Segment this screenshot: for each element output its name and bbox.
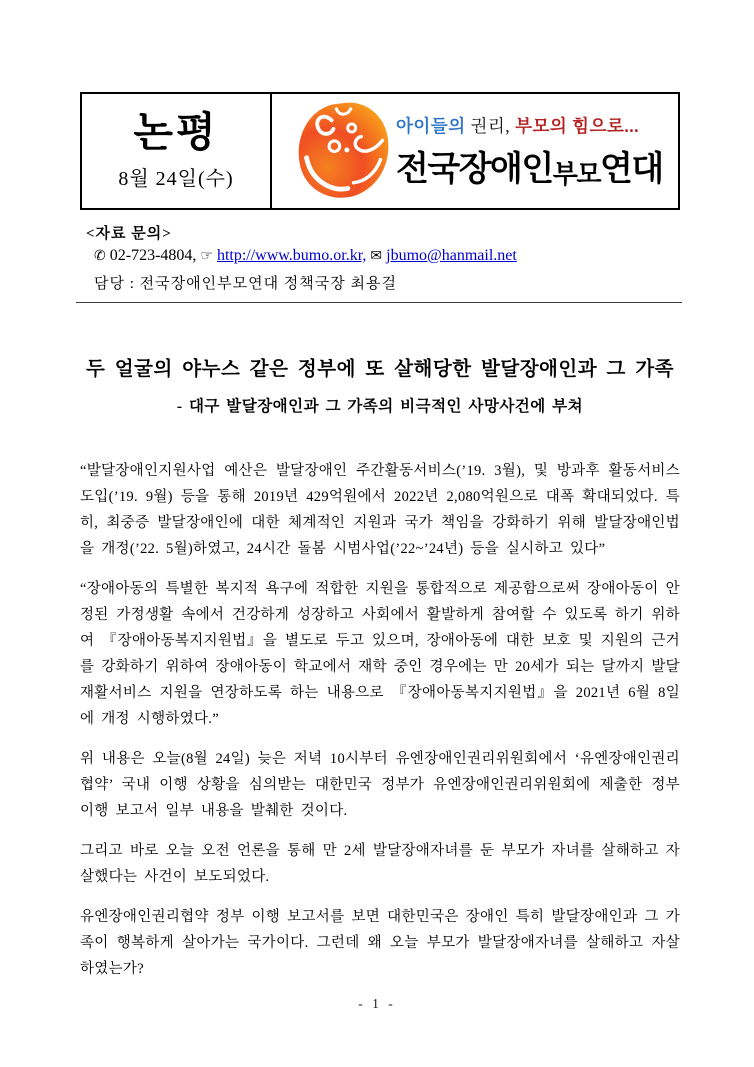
- org-logo-cell: [272, 94, 678, 208]
- article-title: 두 얼굴의 야누스 같은 정부에 또 살해당한 발달장애인과 그 가족: [86, 359, 674, 380]
- manager-line: 담당 : 전국장애인부모연대 정책국장 최용걸: [94, 276, 397, 292]
- contact-line: [80, 247, 680, 265]
- doc-type-cell: [82, 94, 272, 208]
- org-text: [396, 113, 663, 190]
- body-paragraph: “발달장애인지원사업 예산은 발달장애인 주간활동서비스(’19. 3월), 및 방과후 활동서비스 도입(’19. 9월) 등을 통해 2019년 429억원에서 2022년 2,080억원으로 대폭 확대되었다. 특히, 최중증 발달장애인에 대한 체계적인 지원과 국가 책임을 강화하기 위해 발달장애인법을 개정(’22. 5월)하였고, 24시간 돌봄 시범사업(’22~’24년) 등을 실시하고 있다”: [80, 463, 680, 557]
- email-link[interactable]: jbumo@hanmail.net: [386, 247, 517, 264]
- org-name: [396, 141, 663, 190]
- phone-icon: ✆: [94, 248, 106, 264]
- body-paragraph: “장애아동의 특별한 복지적 욕구에 적합한 지원을 통합적으로 제공함으로써 장애아동이 안정된 가정생활 속에서 건강하게 성장하고 사회에서 활발하게 참여할 수 있도록 하기 위하여 『장애아동복지지원법』을 별도로 두고 있으며, 장애아동에 대한 보호 및 지원의 근거를 강화하기 위하여 장애아동이 학교에서 재학 중인 경우에는 만 20세가 되는 달까지 발달재활서비스 지원을 연장하도록 하는 내용으로 『장애아동복지지원법』을 2021년 6월 8일에 개정 시행하였다.”: [80, 581, 680, 727]
- article-subtitle: - 대구 발달장애인과 그 가족의 비극적인 사망사건에 부쳐: [176, 398, 584, 415]
- website-link[interactable]: http://www.bumo.or.kr,: [216, 247, 367, 264]
- contact-heading: <자료 문의>: [86, 226, 172, 242]
- org-name-tail: 연대: [599, 149, 663, 188]
- contact-block: [80, 222, 680, 293]
- org-logo-icon: [296, 100, 392, 202]
- email-icon: ✉: [370, 248, 383, 264]
- org-name-main: 전국장애인: [396, 149, 553, 188]
- slogan-mid: 권리,: [465, 115, 516, 136]
- article-body: [80, 458, 680, 982]
- page-number: - 1 -: [358, 996, 396, 1011]
- divider-rule: [76, 302, 682, 303]
- header-box: [80, 92, 680, 210]
- slogan-children: 아이들의: [396, 115, 466, 136]
- slogan-parents: 부모의 힘으로...: [515, 115, 639, 136]
- web-pointer-icon: ☞: [200, 248, 213, 264]
- org-slogan: [396, 113, 663, 138]
- phone-number: 02-723-4804,: [109, 247, 197, 264]
- body-paragraph: 유엔장애인권리협약 정부 이행 보고서를 보면 대한민국은 장애인 특히 발달장애인과 그 가족이 행복하게 살아가는 국가이다. 그런데 왜 오늘 부모가 발달장애자녀를 살해하고 자살하였는가?: [80, 909, 680, 977]
- body-paragraph: 그리고 바로 오늘 오전 언론을 통해 만 2세 발달장애자녀를 둔 부모가 자녀를 살해하고 자살했다는 사건이 보도되었다.: [80, 843, 680, 885]
- body-paragraph: 위 내용은 오늘(8월 24일) 늦은 저녁 10시부터 유엔장애인권리위원회에서 ‘유엔장애인권리협약’ 국내 이행 상황을 심의받는 대한민국 정부가 유엔장애인권리위원회에 제출한 정부 이행 보고서 일부 내용을 발췌한 것이다.: [80, 751, 680, 819]
- doc-type-label: 논평: [133, 109, 219, 156]
- org-name-lowered: 부모: [552, 158, 600, 189]
- doc-date: 8월 24일(수): [118, 167, 234, 190]
